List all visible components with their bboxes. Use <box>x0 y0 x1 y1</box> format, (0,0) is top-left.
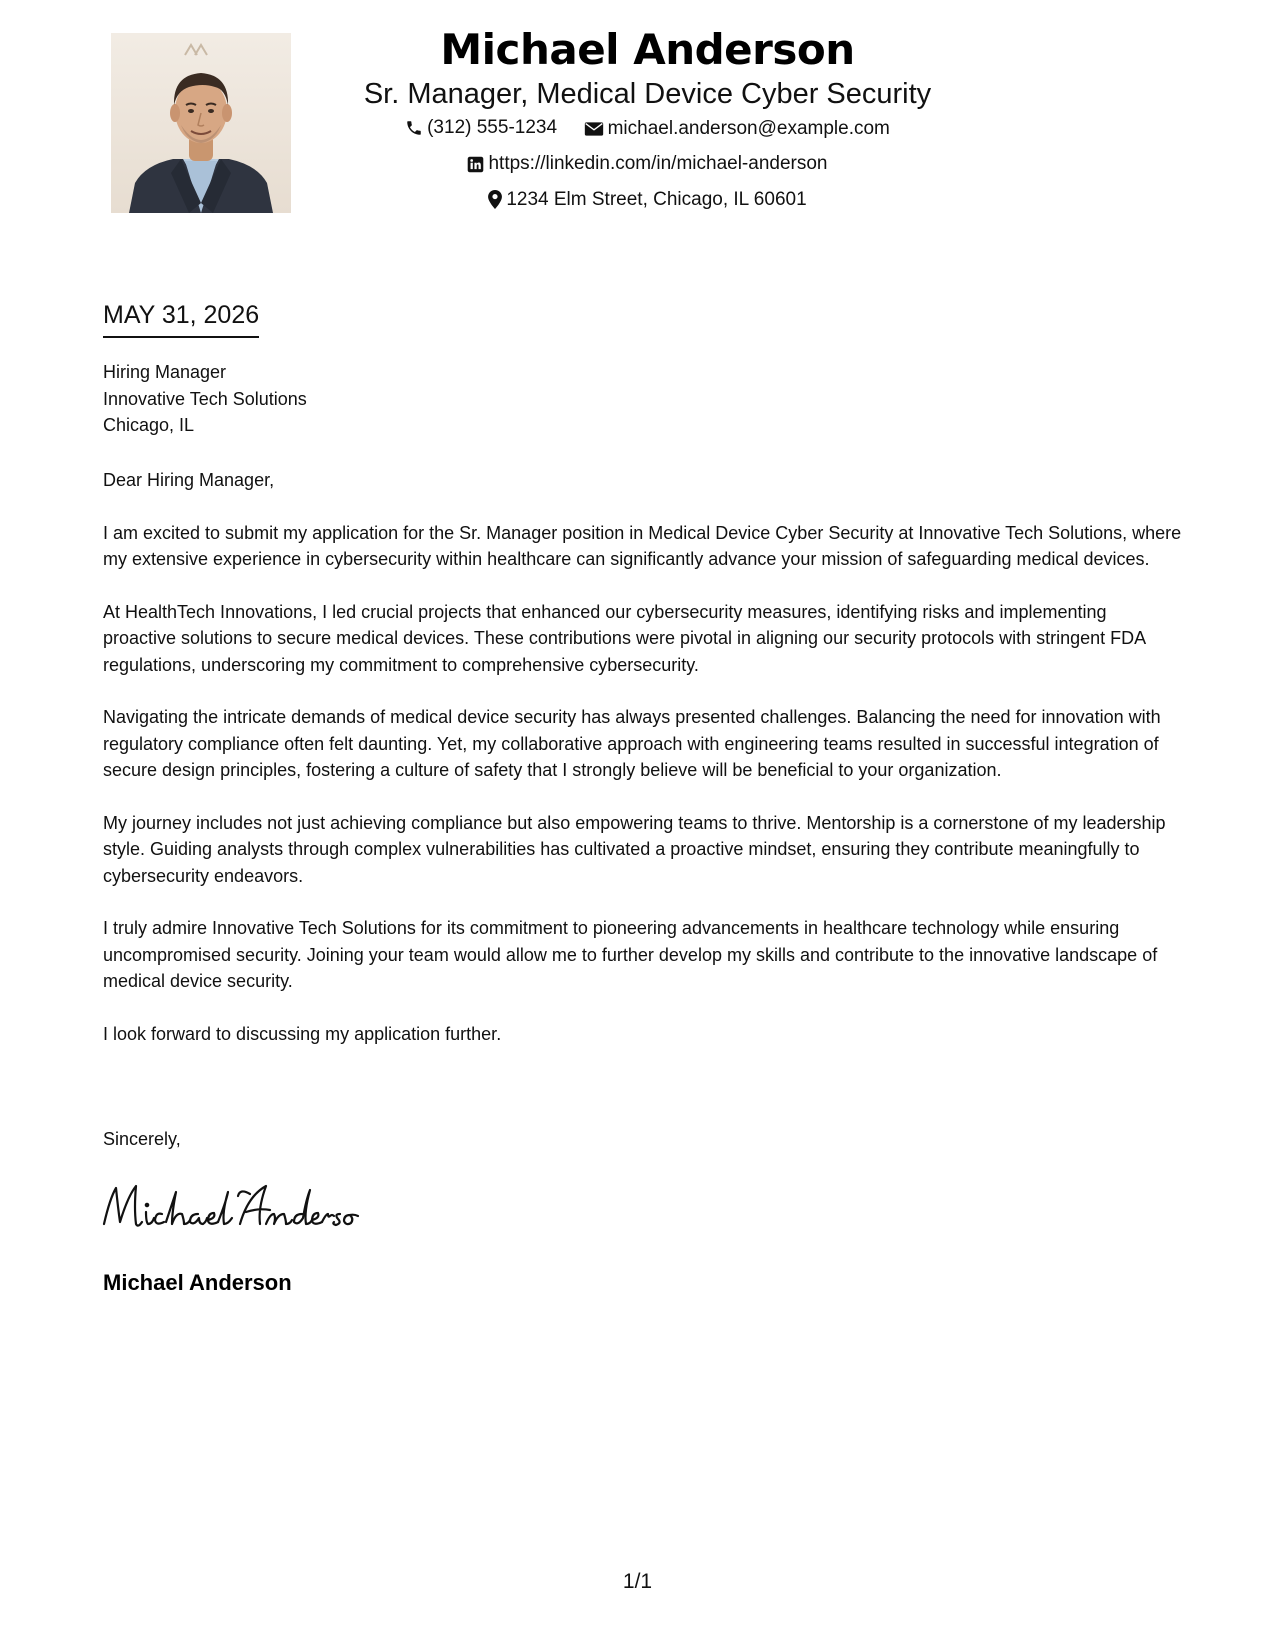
recipient-line: Innovative Tech Solutions <box>103 388 307 409</box>
page-number: 1/1 <box>622 1570 653 1593</box>
body-paragraph: Navigating the intricate demands of medical device security has always presented challenges. Balancing the need for innovation with regulatory compliance often felt daunting. Yet, my collaborative approach with engineering teams resulted in successful integration of secure design principles, fostering a culture of safety that I strongly believe will be beneficial to your organization. <box>103 707 1161 780</box>
body-paragraph: I am excited to submit my application for the Sr. Manager position in Medical Device Cyber Security at Innovative Tech Solutions, where my extensive experience in cybersecurity within healthcare can significantly advance your mission of safeguarding medical devices. <box>103 522 1182 569</box>
contact-linkedin[interactable] <box>467 148 827 180</box>
body-paragraph: My journey includes not just achieving compliance but also empowering teams to thrive. Mentorship is a cornerstone of my leadership style. Guiding analysts through complex vulnerabilities has cultivated a proactive mindset, ensuring they contribute meaningfully to cybersecurity endeavors. <box>103 812 1166 886</box>
profile-photo <box>111 33 291 213</box>
portrait-illustration <box>111 33 291 213</box>
email-address: michael.anderson@example.com <box>607 118 890 139</box>
signed-name: Michael Anderson <box>103 1270 292 1295</box>
contact-address <box>488 184 806 216</box>
salutation: Dear Hiring Manager, <box>103 470 275 490</box>
letter-body <box>103 467 1183 1073</box>
resume-header <box>320 22 975 220</box>
phone-number: (312) 555-1234 <box>427 117 558 138</box>
handwritten-signature <box>100 1178 390 1238</box>
recipient-line: Chicago, IL <box>103 415 195 435</box>
contact-row-linkedin <box>320 148 975 184</box>
applicant-title: Sr. Manager, Medical Device Cyber Security <box>363 78 932 110</box>
recipient-block <box>103 359 307 439</box>
contact-row-address <box>320 184 975 221</box>
phone-icon <box>405 119 423 137</box>
recipient-line: Hiring Manager <box>103 362 227 382</box>
body-paragraph: I look forward to discussing my application further. <box>103 1023 502 1044</box>
street-address: 1234 Elm Street, Chicago, IL 60601 <box>506 188 807 210</box>
map-pin-icon <box>488 190 502 209</box>
signature-drawing <box>100 1178 390 1238</box>
linkedin-icon <box>467 156 484 173</box>
envelope-icon <box>584 121 604 137</box>
closing: Sincerely, <box>103 1129 181 1149</box>
body-paragraph: At HealthTech Innovations, I led crucial projects that enhanced our cybersecurity measures, identifying risks and implementing proactive solutions to secure medical devices. These contributions were pivotal in aligning our security protocols with stringent FDA regulations, underscoring my commitment to comprehensive cybersecurity. <box>103 601 1146 675</box>
contact-row-phone-email <box>320 112 975 148</box>
contact-phone[interactable] <box>405 112 557 144</box>
contact-email[interactable] <box>584 113 890 145</box>
body-paragraph: I truly admire Innovative Tech Solutions for its commitment to pioneering advancements in healthcare technology while ensuring uncompromised security. Joining your team would allow me to further develop my skills and contribute to the innovative landscape of medical device security. <box>103 918 1158 991</box>
applicant-name: Michael Anderson <box>440 25 855 74</box>
letter-date: MAY 31, 2026 <box>103 298 259 338</box>
linkedin-url: https://linkedin.com/in/michael-anderson <box>488 153 828 174</box>
